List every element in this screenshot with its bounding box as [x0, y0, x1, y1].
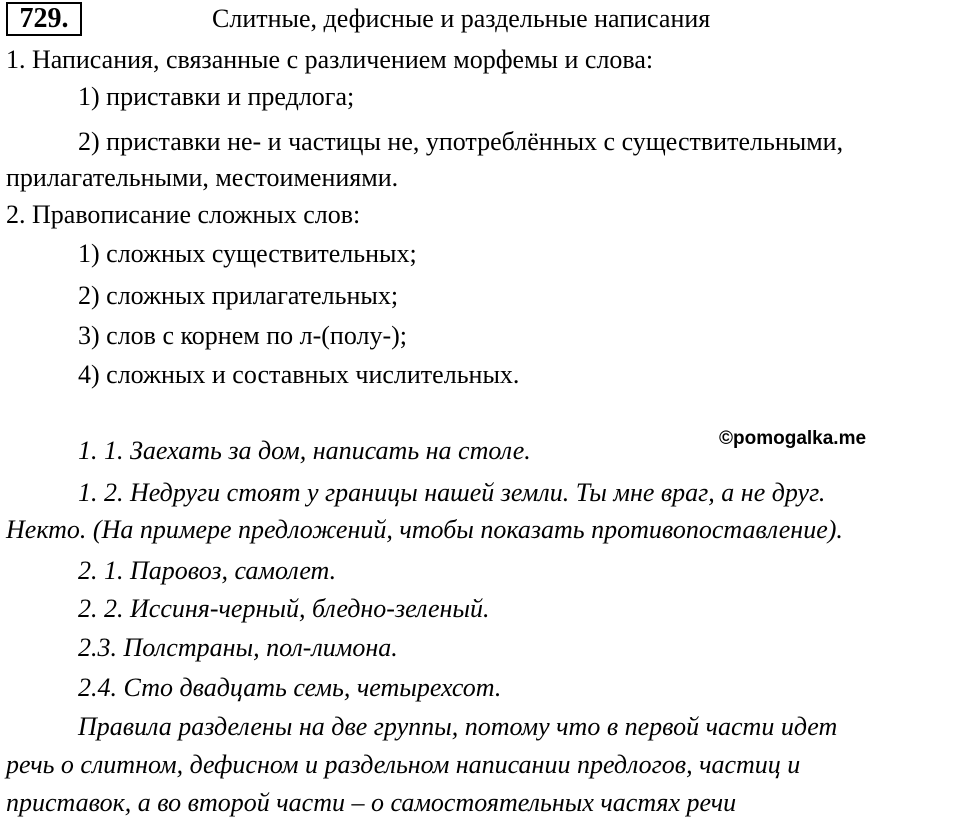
conclusion-line-1: Правила разделены на две группы, потому что в первой части идет [78, 712, 838, 741]
answer-2-3: 2.3. Полстраны, пол-лимона. [78, 633, 398, 662]
section2-item-2: 2) сложных прилагательных; [78, 281, 399, 310]
watermark: ©pomogalka.me [719, 428, 867, 449]
answer-1-2-line-2: Некто. (На примере предложений, чтобы показать противопоставление). [6, 515, 843, 544]
section2-heading: 2. Правописание сложных слов: [6, 200, 361, 229]
exercise-number: 729. [6, 2, 82, 36]
section2-item-1: 1) сложных существительных; [78, 239, 417, 268]
answer-2-1: 2. 1. Паровоз, самолет. [78, 556, 337, 585]
answer-2-4: 2.4. Сто двадцать семь, четырехсот. [78, 673, 502, 702]
section1-item-2-line-1: 2) приставки не- и частицы не, употреблённых с существительными, [78, 127, 844, 156]
section2-item-3: 3) слов с корнем по л-(полу-); [78, 321, 407, 350]
section1-item-1: 1) приставки и предлога; [78, 82, 355, 111]
section1-heading: 1. Написания, связанные с различением морфемы и слова: [6, 45, 654, 74]
conclusion-line-2: речь о слитном, дефисном и раздельном написании предлогов, частиц и [6, 750, 801, 779]
section1-item-2-line-2: прилагательными, местоимениями. [6, 163, 399, 192]
answer-2-2: 2. 2. Иссиня-черный, бледно-зеленый. [78, 594, 490, 623]
answer-1-2-line-1: 1. 2. Недруги стоят у границы нашей земли. Ты мне враг, а не друг. [78, 478, 826, 507]
exercise-title: Слитные, дефисные и раздельные написания [212, 4, 711, 33]
section2-item-4: 4) сложных и составных числительных. [78, 360, 520, 389]
answer-1-1: 1. 1. Заехать за дом, написать на столе. [78, 436, 531, 465]
conclusion-line-3: приставок, а во второй части – о самостоятельных частях речи [6, 788, 737, 817]
